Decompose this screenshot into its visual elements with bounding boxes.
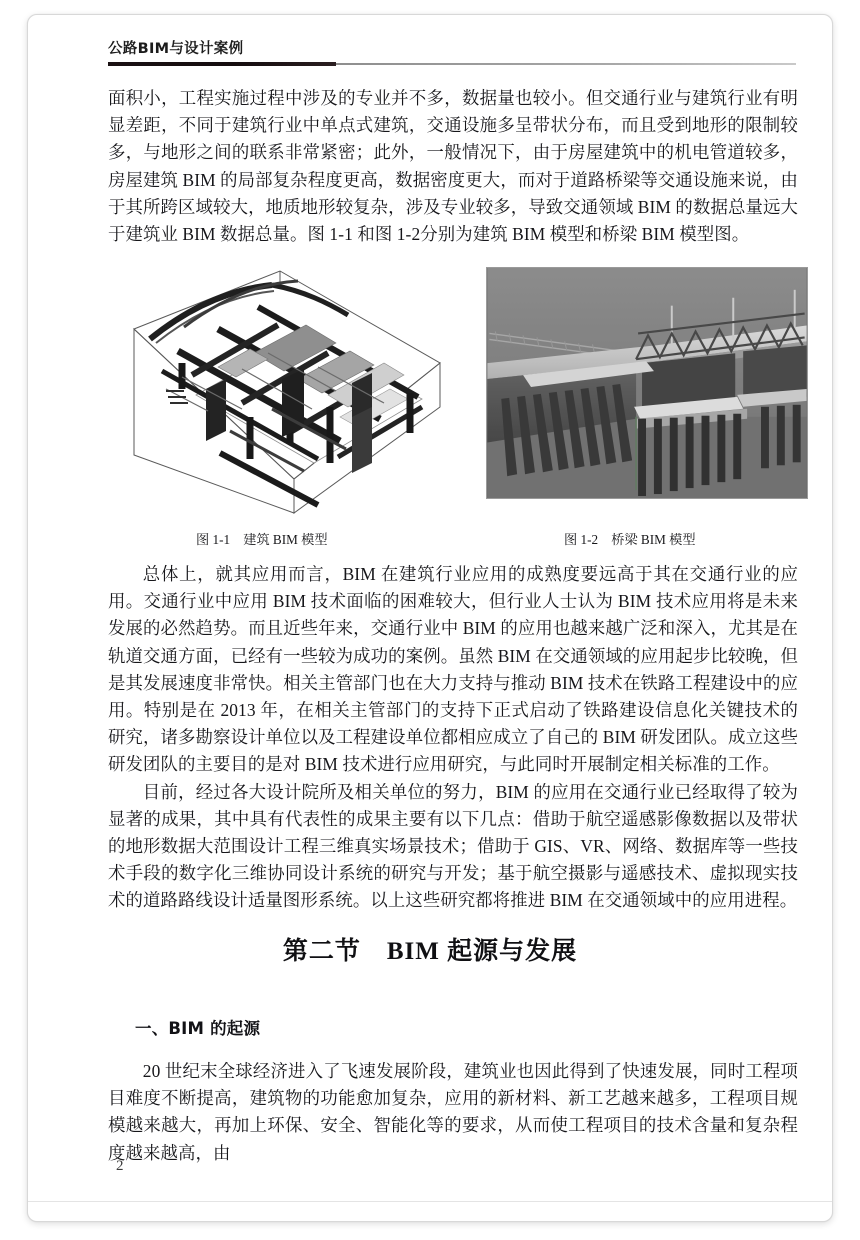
figure-1-1	[122, 267, 452, 517]
figure-1-2-caption: 图 1-2 桥梁 BIM 模型	[564, 532, 696, 547]
header-rule	[108, 62, 796, 66]
figure-1-1-caption: 图 1-1 建筑 BIM 模型	[196, 532, 328, 547]
bridge-bim-model-illustration	[487, 268, 807, 498]
building-bim-model-illustration	[122, 267, 452, 517]
page-number: 2	[116, 1158, 124, 1174]
body-column-middle	[108, 561, 798, 915]
paragraph-3: 目前，经过各大设计院所及相关单位的努力，BIM 的应用在交通行业已经取得了较为显著的成果，其中具有代表性的成果主要有以下几点：借助于航空遥感影像数据以及带状的地形数据大范围设计工程三维真实场景技术；借助于 GIS、VR、网络、数据库等一些技术手段的数字化三维协同设计系统的研究与开发；基于航空摄影与遥感技术、虚拟现实技术的道路路线设计适量图形系统。以上这些研究都将推进 BIM 在交通领域中的应用进程。	[108, 781, 798, 911]
body-column-bottom	[108, 1058, 798, 1167]
running-head-title: 公路BIM与设计案例	[108, 41, 244, 57]
paragraph-2: 总体上，就其应用而言，BIM 在建筑行业应用的成熟度要远高于其在交通行业的应用。交通行业中应用 BIM 技术面临的困难较大，但行业人士认为 BIM 技术应用将是未来发展的必然趋势。而且近些年来，交通行业中 BIM 的应用也越来越广泛和深入，尤其是在轨道交通方面，已经有一些较为成功的案例。虽然 BIM 在交通领域的应用起步比较晚，但是其发展速度非常快。相关主管部门也在大力支持与推动 BIM 技术在铁路工程建设中的应用。特别是在 2013 年，在相关主管部门的支持下正式启动了铁路建设信息化关键技术的研究，诸多勘察设计单位以及工程建设单位都相应成立了自己的 BIM 研发团队。成立这些研发团队的主要目的是对 BIM 技术进行应用研究，与此同时开展制定相关标准的工作。	[108, 564, 798, 775]
paragraph-1: 面积小，工程实施过程中涉及的专业并不多，数据量也较小。但交通行业与建筑行业有明显差距，不同于建筑行业中单点式建筑，交通设施多呈带状分布，而且受到地形的限制较多，与地形之间的联系非常紧密；此外，一般情况下，由于房屋建筑中的机电管道较多，房屋建筑 BIM 的局部复杂程度更高，数据密度更大，而对于道路桥梁等交通设施来说，由于其所跨区域较大，地质地形较复杂，涉及专业较多，导致交通领域 BIM 的数据总量远大于建筑业 BIM 数据总量。图 1-1 和图 1-2分别为建筑 BIM 模型和桥梁 BIM 模型图。	[108, 88, 798, 245]
running-head	[108, 37, 768, 66]
header-rule-dark-segment	[108, 62, 336, 66]
figure-1-2	[486, 267, 808, 499]
body-column-top	[108, 85, 798, 248]
section-heading: 第二节 BIM 起源与发展	[282, 938, 578, 965]
page-sheet	[27, 14, 833, 1222]
bridge-bim-model-image	[486, 267, 808, 499]
scan-bottom-rule	[28, 1201, 832, 1202]
header-rule-light-segment	[336, 63, 796, 65]
page-content	[28, 15, 832, 1221]
paragraph-4: 20 世纪末全球经济进入了飞速发展阶段，建筑业也因此得到了快速发展，同时工程项目难度不断提高，建筑物的功能愈加复杂，应用的新材料、新工艺越来越多，工程项目规模越来越大，再加上环保、安全、智能化等的要求，从而使工程项目的技术含量和复杂程度越来越高，由	[108, 1061, 798, 1163]
subsection-heading: 一、BIM 的起源	[135, 1019, 261, 1038]
figure-row	[108, 267, 808, 557]
